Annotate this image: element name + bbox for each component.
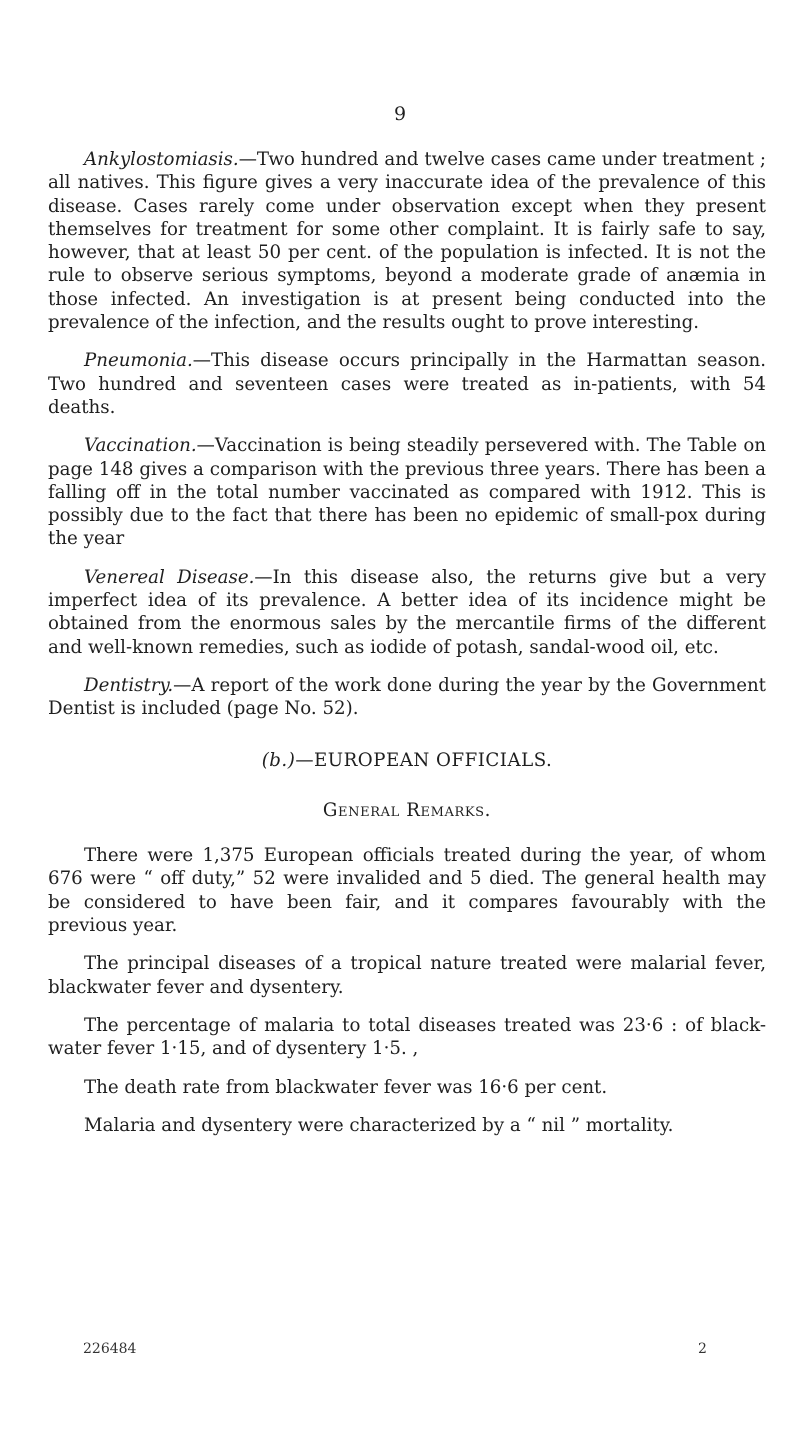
paragraph-title: Ankylostomiasis. <box>84 149 239 170</box>
paragraph-title: Dentistry. <box>84 674 174 696</box>
signature-mark: 2 <box>698 1341 707 1357</box>
paragraph-text: —A report of the work done during the year by the Government Dentist is included (page No. 52). <box>48 674 766 720</box>
paragraph-dentistry <box>48 674 766 721</box>
paragraph-title: Venereal Disease. <box>84 566 255 588</box>
remarks-paragraph: The death rate from blackwater fever was 16·6 per cent. <box>84 1076 608 1098</box>
page-number: 9 <box>393 103 407 125</box>
paragraph-text: —Two hundred and twelve cases came under treatment ; all natives. This figure gives a very inaccurate idea of the prevalence of this disease. Cases rarely come under observation except when they present themselves for treatment for some other complaint. It is fairly safe to say, however, that at least 50 per cent. of the population is infected. It is not the rule to observe serious symptoms, beyond a moderate grade of anæmia in those infected. An investigation is at present being conducted into the prevalence of the infection, and the results ought to prove interesting. <box>48 149 766 334</box>
section-label: (b.) <box>261 749 296 771</box>
paragraph-ankylostomiasis <box>48 148 766 334</box>
remarks-paragraph: The principal diseases of a tropical nature treated were malarial fever, blackwater fever and dysentery. <box>48 953 766 998</box>
remarks-paragraph: There were 1,375 European officials treated during the year, of whom 676 were “ off duty,” 52 were invalided and 5 died. The general health may be considered to have been fair, and it compares favourably with the previous year. <box>48 845 766 937</box>
paragraph-text: —In this disease also, the returns give but a very imperfect idea of its prevalence. A better idea of its incidence might be obtained from the enormous sales by the mercantile firms of the different and well-known remedies, such as iodide of potash, sandal-wood oil, etc. <box>48 566 766 658</box>
section-heading <box>48 749 766 772</box>
section-title: —EUROPEAN OFFICIALS. <box>295 749 553 771</box>
paragraph-title: Pneumonia. <box>84 350 193 372</box>
page-body <box>48 148 766 1152</box>
paragraph-venereal-disease <box>48 566 766 659</box>
paragraph-pneumonia <box>48 349 766 419</box>
paragraph-text: —This disease occurs principally in the Harmattan season. Two hundred and seventeen cases were treated as in-patients, with 54 deaths. <box>48 350 766 418</box>
remarks-paragraph: The percentage of malaria to total diseases treated was 23·6 : of black- water fever 1·15, and of dysentery 1·5. , <box>48 1014 766 1060</box>
print-code: 226484 <box>83 1341 137 1357</box>
subheading: General Remarks. <box>322 799 492 821</box>
paragraph-title: Vaccination. <box>84 435 197 457</box>
remarks-paragraph: Malaria and dysentery were characterized by a “ nil ” mortality. <box>84 1114 674 1136</box>
paragraph-vaccination <box>48 434 766 550</box>
paragraph-text: —Vaccination is being steadily persevered with. The Table on page 148 gives a comparison with the previous three years. There has been a falling off in the total number vaccinated as compared with 1912. This is possibly due to the fact that there has been no epidemic of small-pox during the year <box>48 435 766 550</box>
